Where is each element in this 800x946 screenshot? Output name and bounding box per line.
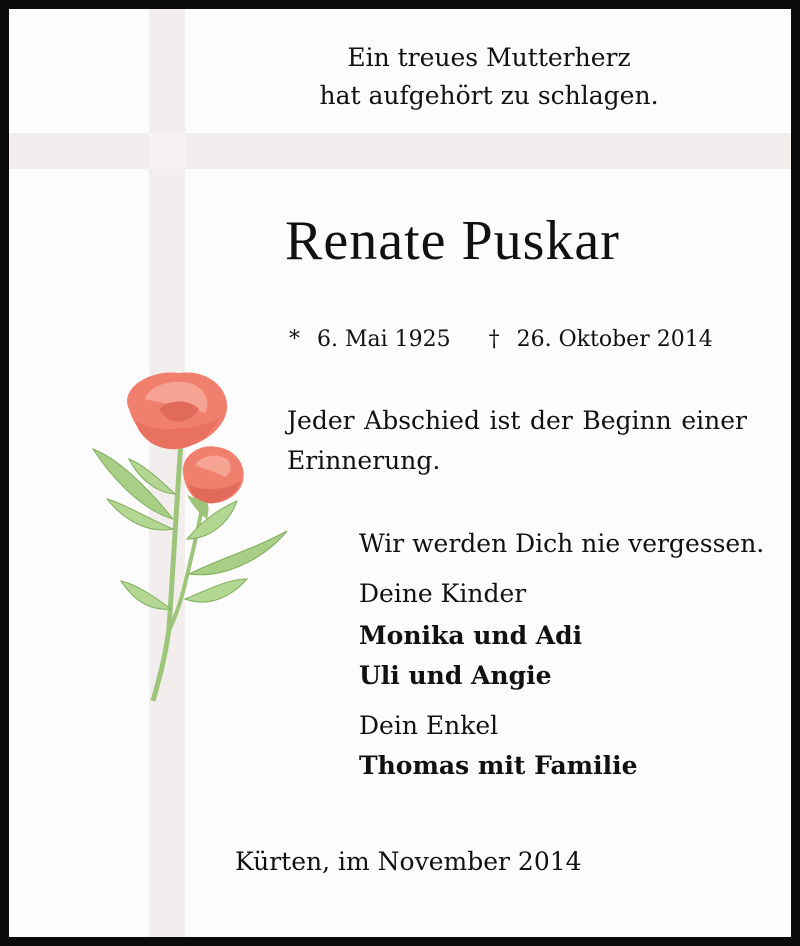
- children-name-1: Monika und Adi: [359, 621, 583, 650]
- quote-line-1: Jeder Abschied ist der Beginn einer: [287, 406, 747, 435]
- children-name-2: Uli und Angie: [359, 661, 552, 690]
- life-dates: [289, 327, 713, 352]
- quote: [287, 401, 747, 481]
- birth-date: 6. Mai 1925: [317, 327, 451, 352]
- tribute-line: Wir werden Dich nie vergessen.: [359, 529, 765, 558]
- motto-line-2: hat aufgehört zu schlagen.: [319, 81, 659, 110]
- deceased-name: Renate Puskar: [285, 210, 620, 272]
- grandchild-label: Dein Enkel: [359, 711, 499, 740]
- motto-line-1: Ein treues Mutterherz: [347, 43, 631, 72]
- cross-horizontal-beam: [9, 133, 800, 169]
- death-symbol: †: [488, 327, 500, 352]
- place-and-date: Kürten, im November 2014: [235, 847, 582, 876]
- rose-icon: [89, 369, 289, 709]
- quote-line-2: Erinnerung.: [287, 446, 441, 475]
- cross-center: [149, 133, 185, 169]
- children-label: Deine Kinder: [359, 579, 527, 608]
- grandchild-name: Thomas mit Familie: [359, 751, 638, 780]
- motto: [269, 39, 709, 115]
- birth-symbol: *: [289, 327, 300, 352]
- death-date: 26. Oktober 2014: [516, 327, 713, 352]
